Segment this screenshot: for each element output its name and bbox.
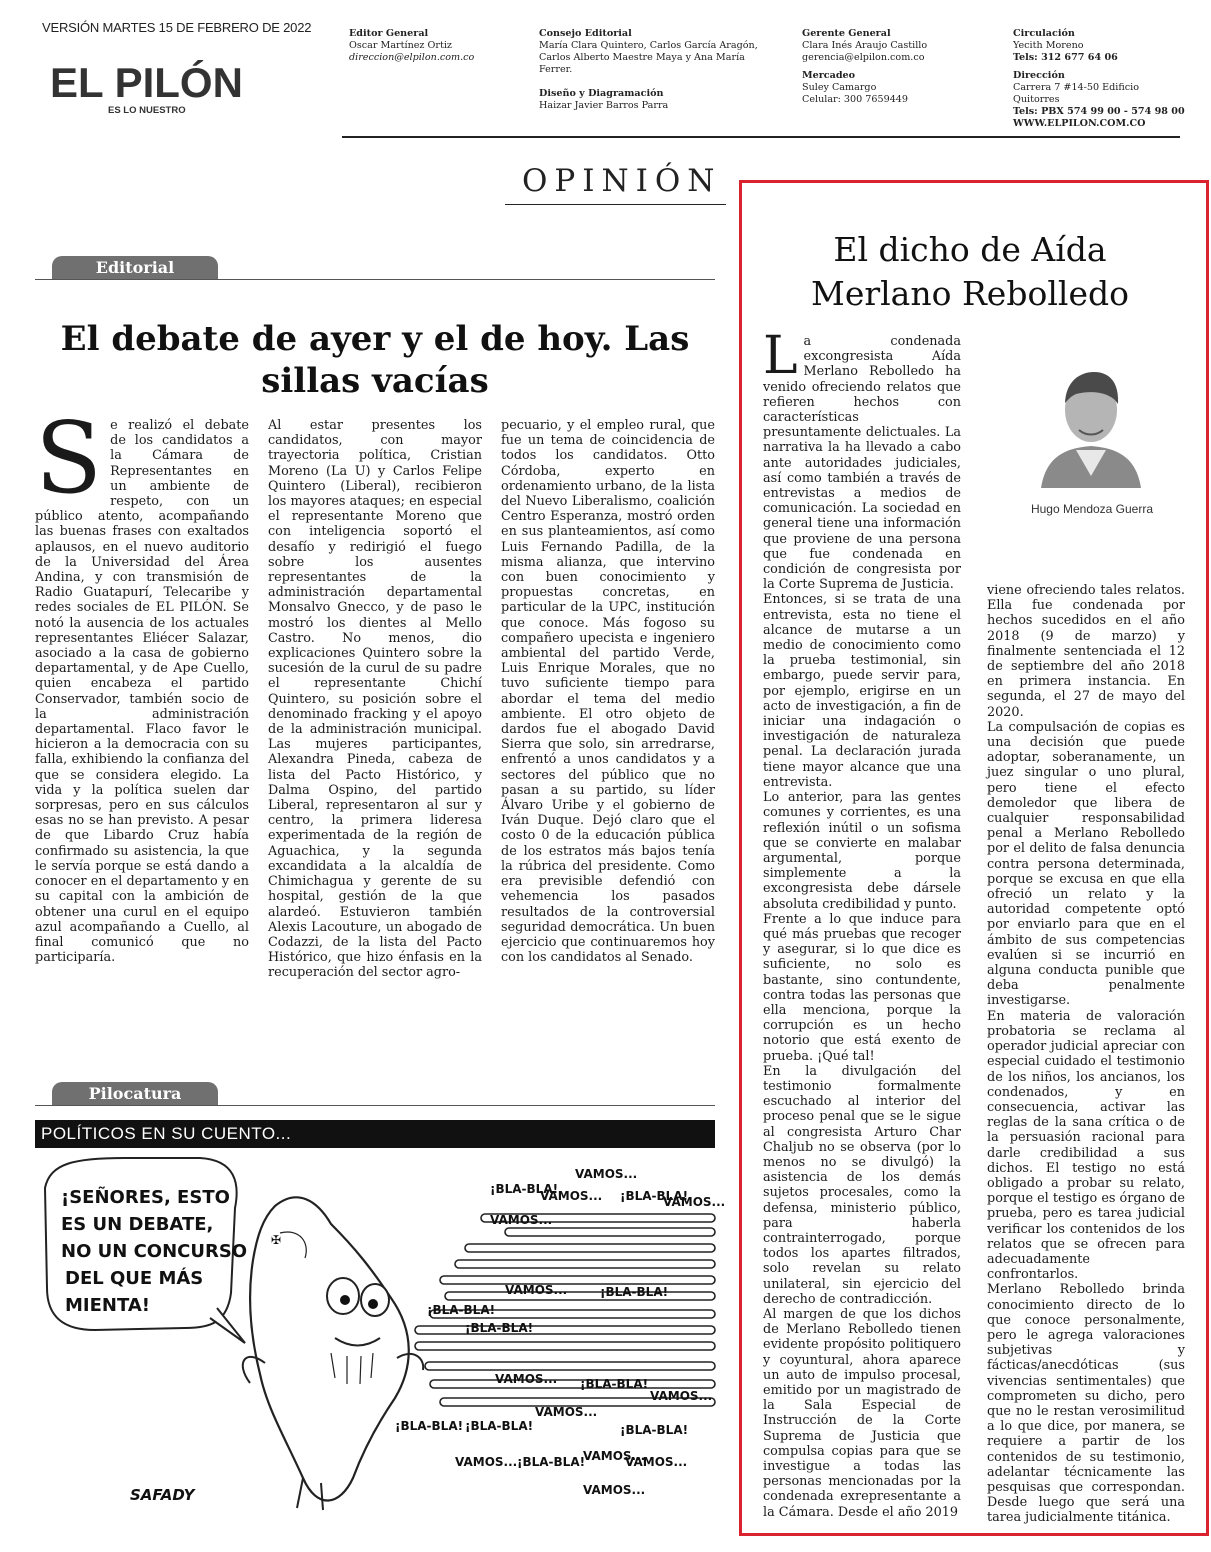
header-rule: [342, 136, 1180, 138]
cartoon-illustration: [35, 1148, 726, 1518]
noise-word: ¡BLA-BLA!: [465, 1419, 534, 1433]
noise-word: ¡BLA-BLA!: [395, 1419, 464, 1433]
circulacion-title: Circulación: [1013, 28, 1075, 39]
noise-word: VAMOS...: [535, 1405, 598, 1419]
editor-email[interactable]: direccion@elpilon.com.co: [349, 52, 475, 63]
masthead-consejo: [539, 28, 769, 112]
diseno-title: Diseño y Diagramación: [539, 88, 664, 99]
cartoon-svg: [35, 1148, 726, 1518]
column-paragraph: Lo anterior, para las gentes comunes y corrientes, es una reflexión inútil o un sofisma que se convierte en malabar argumental, porque simplemente a la excongresista debe dársele absoluta credibilidad y punto.: [763, 790, 961, 912]
column-paragraph: viene ofreciendo tales relatos. Ella fue condenada por hechos sucedidos en el año 2018 (9 de marzo) y finalmente sentenciada el 12 de septiembre del año 2018 en primera instancia. En segunda, el 27 de mayo del 2020.: [987, 583, 1185, 720]
masthead-editor: [349, 28, 509, 64]
column-text-1: a condenada excongresista Aída Merlano Rebolledo ha venido ofreciendo relatos que refieren hechos con características presuntamente delictuales. La narrativa la ha llevado a cabo ante autoridades judiciales, así como también a través de entrevistas a medios de comunicación. La sociedad en general tiene una información que proviene de una persona que fue condenada en condición de congresista por la Corte Suprema de Justicia.: [763, 334, 961, 593]
column-col-2: [987, 583, 1185, 1526]
column-author: Hugo Mendoza Guerra: [1030, 502, 1154, 516]
column-first-paragraph: [763, 326, 961, 593]
direccion-address: Carrera 7 #14-50 Edificio Quitorres: [1013, 82, 1139, 105]
noise-word: ¡BLA-BLA!: [600, 1285, 669, 1299]
noise-word: ¡BLA-BLA!: [465, 1321, 534, 1335]
map-mark: ✠: [271, 1233, 282, 1247]
section-title: OPINIÓN: [522, 163, 722, 199]
noise-word: VAMOS...: [575, 1167, 638, 1181]
column-paragraph: La compulsación de copias es una decisión que puede adoptar, soberanamente, un juez singular o uno plural, pero tiene el efecto demoledor que libera de cualquier responsabilidad penal a Merlano Rebolledo por el delito de falsa denuncia contra persona determinada, porque se excusa en que ella ofreció un relato y la autoridad competente optó por enviarlo para que en el ámbito de sus competencias evalúen si se incurrió en alguna conducta punible que deba penalmente investigarse.: [987, 719, 1185, 1009]
gerente-email[interactable]: gerencia@elpilon.com.co: [802, 52, 925, 63]
noise-word: VAMOS...: [505, 1283, 568, 1297]
consejo-title: Consejo Editorial: [539, 28, 632, 39]
mercadeo-name: Suley Camargo: [802, 82, 877, 93]
gerente-title: Gerente General: [802, 28, 891, 39]
column-paragraph: En la divulgación del testimonio formalmente escuchado al interior del proceso penal que se le sigue al congresista Arturo Char Chaljub no se observa (por lo menos no se divulgó) la asistencia de los demás sujetos procesales, como la defensa, ministerio público, para haberla contrainterrogado, porque todos los apartes filtrados, solo revelan su relato unilateral, sin ejercicio del derecho de contradicción.: [763, 1063, 961, 1307]
noise-word: ¡BLA-BLA!: [620, 1423, 689, 1437]
editorial-rule: [35, 279, 715, 280]
logo-slogan: ES LO NUESTRO: [108, 105, 186, 116]
noise-word: VAMOS...: [490, 1213, 553, 1227]
column-dropcap: L: [763, 326, 798, 386]
noise-word: VAMOS...: [650, 1389, 713, 1403]
editor-name: Oscar Martínez Ortiz: [349, 40, 452, 51]
consejo-names: María Clara Quintero, Carlos García Aragón, Carlos Alberto Maestre Maya y Ana María Ferrer.: [539, 40, 758, 75]
editorial-col-1: [35, 402, 249, 966]
editorial-headline: El debate de ayer y el de hoy. Las sillas vacías: [60, 319, 690, 401]
noise-word: VAMOS...: [625, 1455, 688, 1469]
noise-word: ¡BLA-BLA!: [620, 1189, 689, 1203]
mercadeo-phone: Celular: 300 7659449: [802, 94, 909, 105]
newspaper-logo[interactable]: EL PILÓN: [50, 59, 243, 106]
noise-word: VAMOS...: [663, 1195, 726, 1209]
speech-line: ES UN DEBATE,: [61, 1214, 214, 1235]
noise-word: VAMOS...: [455, 1455, 518, 1469]
noise-word: VAMOS...: [540, 1189, 603, 1203]
column-paragraph: Al margen de que los dichos de Merlano Rebolledo tienen evidente propósito politiquero y coyuntural, ahora aparece un auto de impulso procesal, emitido por un magistrado de la Sala Especial de Instrucción de la Corte Suprema de Justicia que compulsa copias para que se investigue a todas las personas mencionadas por la condenada exrepresentante a la Cámara. Desde el año 2019: [763, 1307, 961, 1520]
author-photo: [1036, 358, 1146, 488]
speech-line: MIENTA!: [65, 1295, 150, 1316]
speech-line: DEL QUE MÁS: [65, 1268, 204, 1289]
column-paragraph: Merlano Rebolledo brinda conocimiento directo de lo que conoce personalmente, pero le agrega valoraciones subjetivas y fácticas/anecdóticas (sus vivencias sentimentales) que comprometen su dicho, pero que no le restan verosimilitud a lo que dice, por manera, se requiere a partir de los contenidos de su testimonio, adelantar técnicamente las pesquisas que correspondan. Desde luego que será una tarea judicialmente titánica.: [987, 1282, 1185, 1526]
website-link[interactable]: WWW.ELPILON.COM.CO: [1013, 118, 1146, 129]
editorial-text-1: e realizó el debate de los candidatos a la Cámara de Representantes en un ambiente de respeto, con un público atento, acompañando las buenas frases con exaltados aplausos, en el nuevo auditorio de la Universidad del Área Andina, y con transmisión de Radio Guatapurí, Telecaribe y redes sociales de EL PILÓN. Se notó la ausencia de los actuales representantes Eliécer Salazar, asociado a la casa de gobierno departamental, y de Ape Cuello, quien encabeza el partido Conservador, también socio de la administración departamental. Flaco favor le hicieron a la democracia con su falla, exhibiendo la confianza del que se considera elegido. La vida y la política suelen dar sorpresas, pero en sus cálculos esas no se han previsto. A pesar de que Libardo Cruz había confirmado su asistencia, la que le servía porque se está dando a conocer en el departamento y en su capital con la ambición de obtener una curul en el equipo azul acompañando a Cuello, al final comunicó que no participaría.: [35, 418, 249, 966]
masthead-circulacion: [1013, 28, 1188, 130]
editorial-col-3: pecuario, y el empleo rural, que fue un tema de coincidencia de todos los candidatos. Otto Córdoba, experto en ordenamiento urbano, de la lista del Nuevo Liberalismo, coalición Centro Esperanza, mostró orden en sus planteamientos, así como Luis Fernando Padilla, de la misma alianza, que intervino con buen conocimiento y propuestas concretas, en particular de la UPC, institución que conoce. Más fogoso su compañero upecista e ingeniero ambiental del partido Verde, Luis Enrique Morales, que no tuvo suficiente tiempo para abordar el tema del medio ambiente. El otro objeto de dardos fue el abogado David Sierra que solo, sin arredrarse, enfrentó a unos candidatos y a sectores del público que no pasan a su partido, su líder Álvaro Uribe y el gobierno de Iván Duque. Dejó claro que el costo 0 de la educación pública de los estratos más bajos tenía la rúbrica del presidente. Como era previsible defendió con vehemencia los pasados resultados de la controversial seguridad democrática. Un buen ejercicio que continuaremos hoy con los candidatos al Senado.: [501, 418, 715, 966]
noise-word: VAMOS...: [583, 1449, 646, 1463]
section-rule: [505, 204, 726, 205]
cartoonist-signature: SAFADY: [130, 1486, 195, 1504]
column-headline: El dicho de Aída Merlano Rebolledo: [811, 230, 1129, 313]
noise-word: ¡BLA-BLA!: [490, 1182, 559, 1196]
diseno-name: Haizar Javier Barros Parra: [539, 100, 669, 111]
edition-date: VERSIÓN MARTES 15 DE FEBRERO DE 2022: [42, 20, 312, 35]
noise-word: ¡BLA-BLA!: [580, 1377, 649, 1391]
pilocatura-tab: Pilocatura: [52, 1082, 218, 1106]
direccion-title: Dirección: [1013, 70, 1065, 81]
editor-title: Editor General: [349, 28, 429, 39]
masthead-gerente: [802, 28, 992, 106]
column-col-1: [763, 326, 961, 1520]
editorial-tab: Editorial: [52, 256, 218, 280]
noise-word: ¡BLA-BLA!: [517, 1455, 586, 1469]
noise-word: ¡BLA-BLA!: [427, 1303, 496, 1317]
circulacion-name: Yecith Moreno: [1013, 40, 1084, 51]
speech-line: ¡SEÑORES, ESTO: [61, 1187, 230, 1208]
column-paragraph: Entonces, si se trata de una entrevista, esta no tiene el alcance de mutarse a un medio de conocimiento como la prueba testimonial, sin embargo, puede servir para, por ejemplo, erigirse en un acto de investigación, a fin de iniciar una indagación o investigación de naturaleza penal. La declaración jurada tiene mayor alcance que una entrevista.: [763, 592, 961, 790]
editorial-dropcap: S: [35, 402, 103, 516]
noise-word: VAMOS...: [583, 1483, 646, 1497]
circulacion-phone: Tels: 312 677 64 06: [1013, 52, 1118, 63]
author-photo-svg: [1036, 358, 1146, 488]
speech-line: NO UN CONCURSO: [61, 1241, 248, 1262]
noise-word: VAMOS...: [495, 1372, 558, 1386]
pilocatura-rule: [35, 1105, 715, 1106]
mercadeo-title: Mercadeo: [802, 70, 856, 81]
column-paragraph: Frente a lo que induce para qué más pruebas que recoger y asegurar, si lo que dice es suficiente, no solo es bastante, sino contundente, contra todas las personas que ella menciona, porque la corrupción es un hecho notorio que está exento de prueba. ¡Qué tal!: [763, 911, 961, 1064]
editorial-col-2: Al estar presentes los candidatos, con mayor trayectoria política, Cristian Moreno (La U) y Carlos Felipe Quintero (Liberal), recibieron los mayores ataques; en especial el representante Moreno que con inteligencia soportó el desafío y redirigió el fuego sobre los ausentes representantes de la administración departamental Monsalvo Gnecco, y de paso le mostró los dientes al Mello Castro. No menos, dio explicaciones Quintero sobre la sucesión de la curul de su padre el representante Chichí Quintero, su posición sobre el denominado fracking y el apoyo de la administración municipal. Las mujeres participantes, Alexandra Pineda, cabeza de lista del Pacto Histórico, y Dalma Ospino, del partido Liberal, representaron al sur y centro, la primera lideresa experimentada de la región de Aguachica, y la segunda excandidata a la alcaldía de Chimichagua y gerente de su hospital, gestión de la que alardeó. Estuvieron también Alexis Lacouture, un abogado de Codazzi, de la lista del Pacto Histórico, que hizo énfasis en la recuperación del sector agro-: [268, 418, 482, 981]
direccion-phones: Tels: PBX 574 99 00 - 574 98 00: [1013, 106, 1185, 117]
column-paragraph: En materia de valoración probatoria se reclama al operador judicial apreciar con especial cuidado el testimonio de los niños, los ancianos, los condenados, y en consecuencia, activar las reglas de la sana crítica o de la persuasión racional para darle credibilidad a sus dichos. El testigo no está obligado a probar su relato, porque el testigo es órgano de prueba, pero es tarea judicial verificar los contenidos de los relatos que se ofrecen para adecuadamente confrontarlos.: [987, 1008, 1185, 1283]
gerente-name: Clara Inés Araujo Castillo: [802, 40, 928, 51]
cartoon-header: POLÍTICOS EN SU CUENTO...: [35, 1120, 715, 1148]
